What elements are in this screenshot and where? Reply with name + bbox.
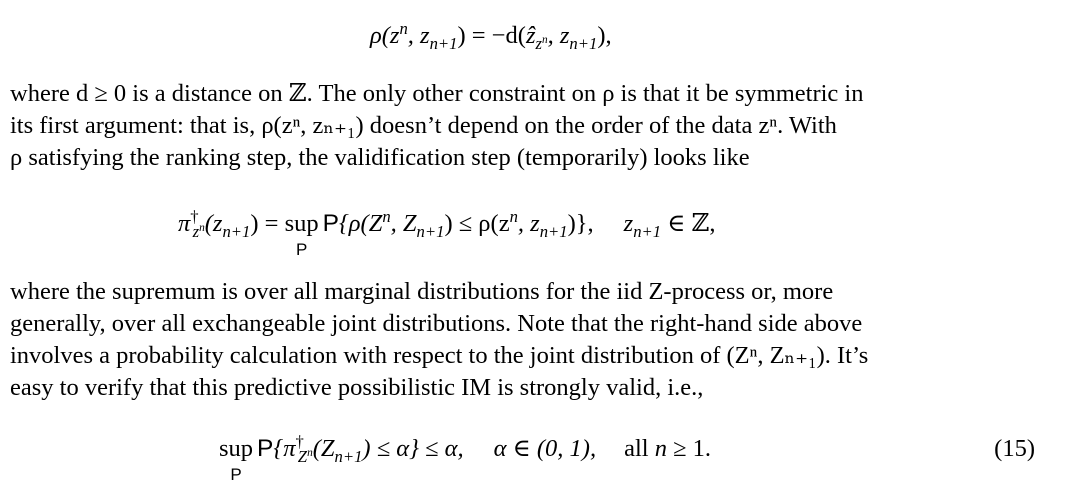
paragraph-2-line-4: easy to verify that this predictive possibilistic IM is strongly valid, i.e., [10,374,704,401]
eq-rho-end: ), [597,22,612,49]
eq-valid-arg: (Z [312,435,335,462]
equation-number: (15) [994,435,1035,462]
eq-pi-body-4-sub: n+1 [539,221,568,241]
eq-valid-rest: ) ≤ α} ≤ α, [362,435,464,462]
paragraph-1 [10,78,1057,174]
equation-strong-validity [219,431,1059,484]
eq-rho-zhat: ẑ [525,22,536,49]
eq-valid-prob: P [257,435,274,462]
paragraph-2-line-3: involves a probability calculation with respect to the joint distribution of (Zⁿ, Zₙ₊₁). It’s [10,342,869,369]
eq-pi-sup-text: sup [284,210,319,237]
eq-valid-sub-n: n [307,446,313,459]
eq-pi-sub-n: n [199,221,205,234]
eq-pi-sup-operator [284,208,319,259]
eq-valid-open: {π [273,435,296,462]
equation-pi-dagger [178,206,716,259]
eq-pi-dagger: † [190,206,199,226]
eq-pi-body-1: {ρ(Z [338,210,383,237]
paragraph-2-line-2: generally, over all exchangeable joint distributions. Note that the right-hand side above [10,310,863,337]
eq-rho-lhs: ρ(z [370,22,400,49]
eq-rho-sub: n+1 [429,33,458,53]
paragraph-2 [10,276,1057,404]
eq-valid-sub [298,447,313,466]
paragraph-2-line-1: where the supremum is over all marginal distributions for the iid Z-process or, more [10,278,834,305]
eq-rho-sup-n: n [399,18,408,38]
eq-pi-cond-tail: ∈ ℤ, [661,210,716,237]
equation-rho [370,20,612,52]
eq-valid-cond-tail: ≥ 1. [666,435,712,462]
eq-valid-sup-operator [219,433,254,484]
eq-pi-body-2-sub: n+1 [416,221,445,241]
eq-valid-cond-n: n [654,435,667,462]
eq-valid-dagger: † [295,431,304,451]
eq-pi-sub-z: z [192,221,200,241]
eq-pi-body-n: n [382,206,391,226]
eq-pi-equals: ) = [250,210,285,237]
eq-valid-cond-alpha: α ∈ (0, 1), [493,435,597,462]
eq-pi-body-3-n: n [509,206,518,226]
eq-rho-tail-sub: n+1 [569,33,598,53]
eq-rho-zhat-sub [535,34,547,53]
eq-pi-cond-z: z [623,210,634,237]
eq-rho-eq: ) = −d( [457,22,526,49]
eq-pi-sup-under: P [295,240,308,259]
paragraph-1-line-2: its first argument: that is, ρ(zⁿ, zₙ₊₁) doesn’t depend on the order of the data zⁿ. With [10,112,837,139]
eq-pi-symbol: π [178,210,191,237]
eq-rho-tail: , z [547,22,570,49]
eq-valid-cond-all: all [624,435,655,462]
eq-valid-sub-z: Z [297,446,308,466]
eq-pi-body-2: , Z [390,210,417,237]
eq-pi-arg-sub: n+1 [222,221,251,241]
eq-pi-sub [193,222,205,241]
eq-valid-sup-under: P [230,465,242,484]
paragraph-1-line-1: where d ≥ 0 is a distance on ℤ. The only other constraint on ρ is that it be symmetric in [10,80,864,107]
eq-pi-cond-sub: n+1 [633,221,662,241]
eq-pi-body-3: ) ≤ ρ(z [444,210,510,237]
eq-rho-zhat-subsup: n [541,33,548,46]
eq-valid-sup-text: sup [219,435,254,462]
eq-pi-arg: (z [204,210,223,237]
eq-rho-zhat-sub-z: z [535,33,542,53]
eq-rho-mid: , z [407,22,430,49]
eq-pi-body-5: )}, [567,210,594,237]
eq-pi-prob: P [322,210,339,237]
eq-pi-body-4: , z [517,210,540,237]
paragraph-1-line-3: ρ satisfying the ranking step, the validification step (temporarily) looks like [10,144,750,171]
eq-valid-arg-sub: n+1 [334,446,363,466]
